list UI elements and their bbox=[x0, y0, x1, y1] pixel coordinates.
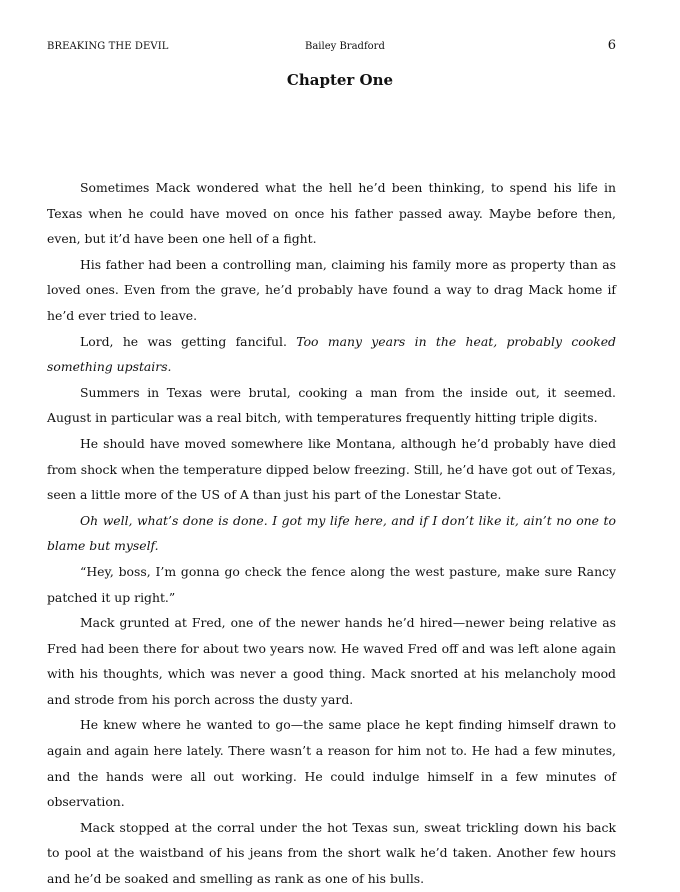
text-segment: Mack stopped at the corral under the hot Texas sun, sweat trickling down his back to pool at the waistband of his jeans from the short walk he’d taken. Another few hours and he’d be soaked and smelling as rank as one of his bulls. bbox=[47, 819, 616, 887]
paragraph bbox=[47, 559, 616, 610]
paragraph bbox=[47, 252, 616, 329]
paragraph bbox=[47, 815, 616, 892]
paragraph bbox=[47, 380, 616, 431]
text-segment: He knew where he wanted to go—the same place he kept finding himself drawn to again and again here lately. There wasn’t a reason for him not to. He had a few minutes, and the hands were all out working. He could indulge himself in a few minutes of observation. bbox=[47, 717, 616, 810]
text-segment: He should have moved somewhere like Montana, although he’d probably have died from shock when the temperature dipped below freezing. Still, he’d have got out of Texas, seen a little more of the US of A than just his part of the Lonestar State. bbox=[47, 435, 616, 503]
text-segment: Sometimes Mack wondered what the hell he’d been thinking, to spend his life in Texas when he could have moved on once his father passed away. Maybe before then, even, but it’d have been one hell of a fight. bbox=[47, 180, 616, 247]
running-header bbox=[47, 38, 616, 58]
paragraph bbox=[47, 610, 616, 712]
book-title: BREAKING THE DEVIL bbox=[47, 41, 169, 52]
chapter-body bbox=[47, 175, 616, 892]
text-segment: Lord, he was getting fanciful. bbox=[80, 333, 297, 349]
paragraph bbox=[47, 431, 616, 508]
paragraph bbox=[47, 175, 616, 252]
text-segment: His father had been a controlling man, claiming his family more as property than as loved ones. Even from the grave, he’d probably have found a way to drag Mack home if he’d ever tried to leave. bbox=[47, 256, 616, 323]
paragraph bbox=[47, 508, 616, 559]
paragraph bbox=[47, 712, 616, 814]
text-segment: “Hey, boss, I’m gonna go check the fence along the west pasture, make sure Rancy patched it up right.” bbox=[47, 563, 616, 605]
chapter-title: Chapter One bbox=[286, 71, 394, 89]
italic-text-segment: Too many years in the heat, probably cooked something upstairs. bbox=[47, 333, 616, 375]
italic-text-segment: Oh well, what’s done is done. I got my life here, and if I don’t like it, ain’t no one to blame but myself. bbox=[47, 512, 616, 554]
text-segment: Mack grunted at Fred, one of the newer hands he’d hired—newer being relative as Fred had been there for about two years now. He waved Fred off and was left alone again with his thoughts, which was never a good thing. Mack snorted at his melancholy mood and strode from his porch across the dusty yard. bbox=[47, 615, 616, 707]
page-number: 6 bbox=[607, 38, 616, 53]
text-segment: Summers in Texas were brutal, cooking a man from the inside out, it seemed. August in particular was a real bitch, with temperatures frequently hitting triple digits. bbox=[47, 384, 616, 426]
paragraph bbox=[47, 329, 616, 380]
author-name: Bailey Bradford bbox=[305, 41, 385, 52]
